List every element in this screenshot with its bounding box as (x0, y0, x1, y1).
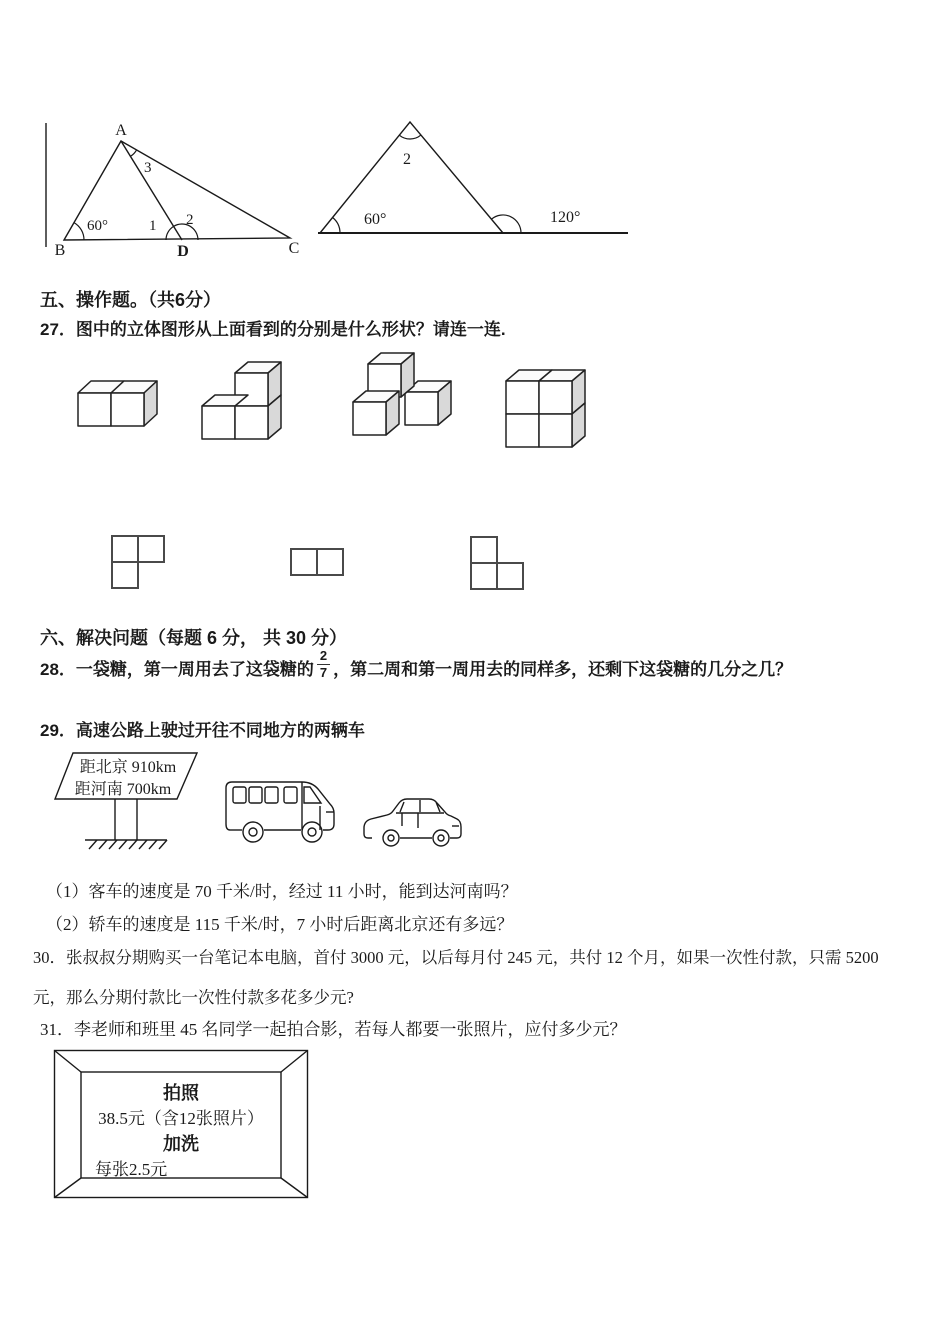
question-29-sub-2: （2）轿车的速度是 115 千米/时，7 小时后距离北京还有多远？ (46, 915, 514, 934)
left-angle-value: 60° (364, 211, 387, 228)
question-28-line (40, 648, 793, 682)
question-31-text: 31．李老师和班里 45 名同学一起拍合影，若每人都要一张照片，应付多少元？ (40, 1020, 627, 1039)
triangle-figures (30, 98, 660, 268)
flat-shape-2 (290, 548, 346, 578)
angle-3-label: 3 (144, 160, 152, 176)
sign-line-1: 距北京 910km (79, 759, 177, 776)
fraction-denominator: 7 (319, 664, 328, 680)
q28-suffix: ，第二周和第一周用去的同样多，还剩下这袋糖的几分之几？ (333, 659, 793, 679)
board-extra: 加洗 (163, 1134, 199, 1154)
cube-figure-1 (73, 368, 163, 448)
vertex-d-label: D (177, 243, 189, 260)
flat-shape-3 (470, 536, 526, 592)
question-27-text: 27．图中的立体图形从上面看到的分别是什么形状？请连一连. (40, 320, 506, 339)
cube-figure-3 (345, 352, 455, 452)
bus-illustration (222, 766, 344, 850)
vertex-c-label: C (288, 240, 300, 257)
question-30-line-2: 元，那么分期付款比一次性付款多花多少元? (33, 988, 354, 1007)
flat-shape-1 (111, 535, 167, 591)
board-extra-price: 每张2.5元 (95, 1160, 168, 1179)
arc-angle-1 (166, 226, 174, 240)
photo-price-board (53, 1049, 309, 1199)
question-29-sub-1: （1）客车的速度是 70 千米/时，经过 11 小时，能到达河南吗？ (46, 882, 518, 901)
q28-prefix: 28．一袋糖，第一周用去了这袋糖的 (40, 659, 314, 679)
board-title: 拍照 (163, 1083, 199, 1103)
cube-figure-4 (502, 368, 592, 460)
vertex-b-label: B (54, 242, 66, 259)
cube-figure-2 (198, 360, 288, 452)
fraction-numerator: 2 (317, 649, 330, 665)
ground-hatching (89, 840, 167, 849)
section-5-heading: 五、操作题。（共6分） (40, 290, 222, 310)
fraction-two-sevenths (317, 649, 330, 679)
question-29-text: 29．高速公路上驶过开往不同地方的两辆车 (40, 721, 365, 740)
apex-angle-label: 2 (403, 151, 411, 168)
arc-angle-b (74, 223, 84, 240)
arc-apex (399, 135, 421, 139)
angle-b-value: 60° (87, 218, 108, 234)
angle-2-label: 2 (186, 212, 194, 228)
angle-1-label: 1 (149, 218, 157, 234)
vertex-a-label: A (115, 122, 127, 139)
car-illustration (360, 786, 465, 848)
road-sign-figure (45, 748, 210, 856)
sign-line-2: 距河南 700km (74, 781, 172, 798)
arc-left-60 (333, 218, 340, 234)
question-30-line-1: 30．张叔叔分期购买一台笔记本电脑，首付 3000 元，以后每月付 245 元，共付 12 个月，如果一次性付款，只需 5200 (33, 948, 879, 967)
arc-angle-3 (131, 150, 137, 156)
board-price: 38.5元（含12张照片） (98, 1109, 264, 1128)
section-6-heading: 六、解决问题（每题 6 分， 共 30 分） (40, 628, 348, 648)
exterior-angle-value: 120° (550, 209, 581, 226)
